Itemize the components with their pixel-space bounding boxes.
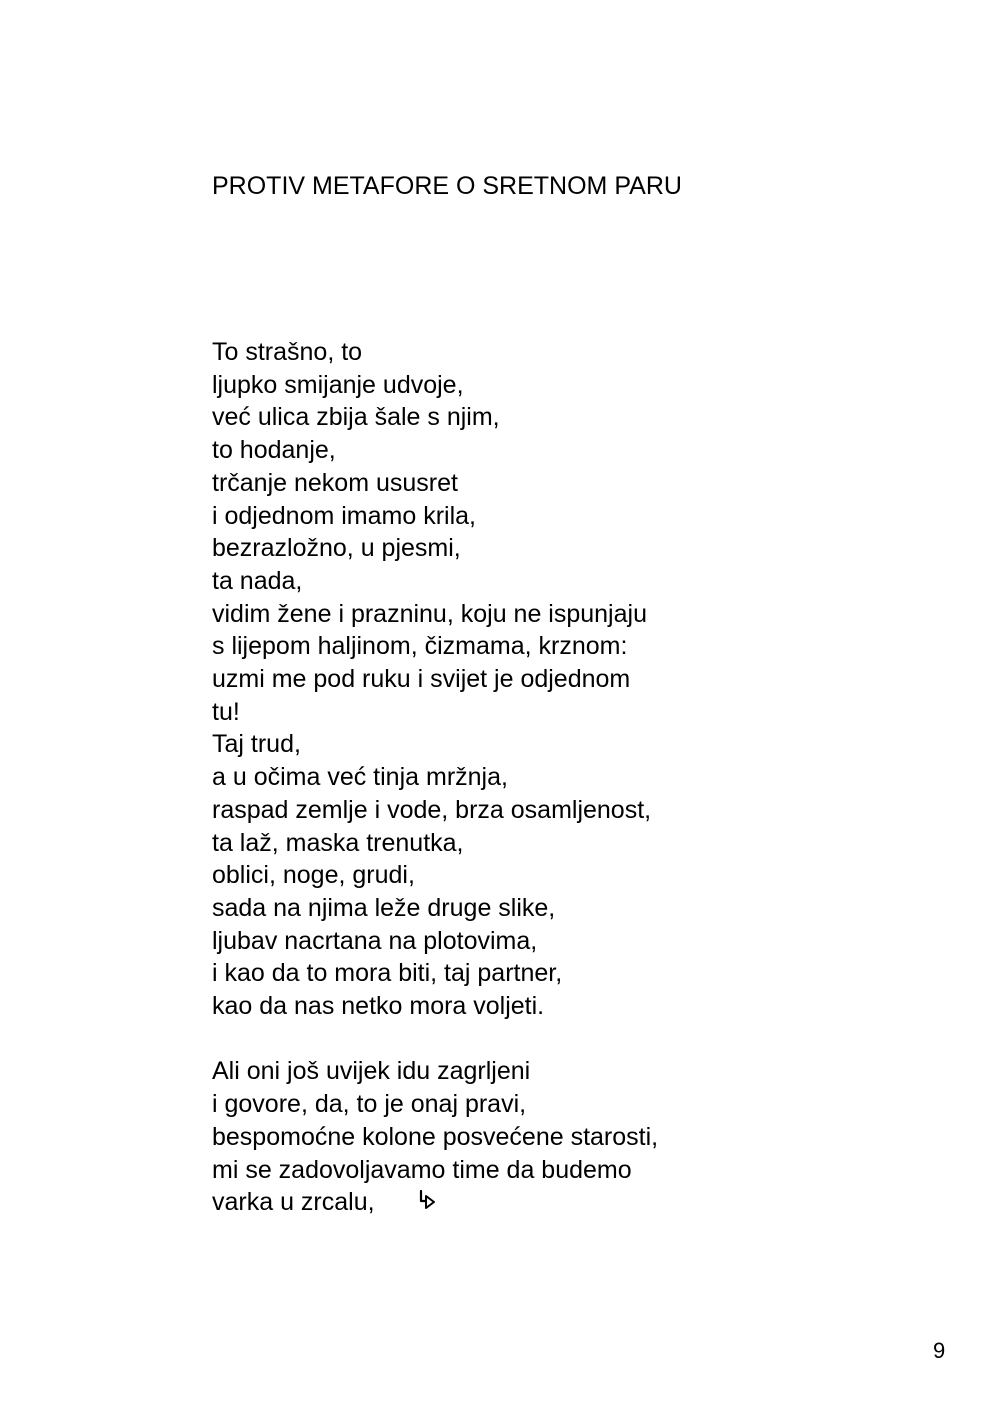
poem-line: već ulica zbija šale s njim, xyxy=(212,403,500,432)
poem-body xyxy=(212,336,658,1220)
poem-line: i govore, da, to je onaj pravi, xyxy=(212,1090,527,1119)
poem-line: uzmi me pod ruku i svijet je odjednom xyxy=(212,665,631,694)
poem-line: To strašno, to xyxy=(212,338,363,366)
poem-line: raspad zemlje i vode, brza osamljenost, xyxy=(212,795,652,824)
poem-line: ta laž, maska trenutka, xyxy=(212,828,464,857)
poem-line: kao da nas netko mora voljeti. xyxy=(212,992,545,1021)
poem-line: Taj trud, xyxy=(212,730,301,759)
poem-line-text: varka u zrcalu, xyxy=(212,1188,375,1217)
stanza-1 xyxy=(212,336,658,1023)
poem-line-last xyxy=(212,1186,658,1220)
poem-line: vidim žene i prazninu, koju ne ispunjaju xyxy=(212,599,647,628)
poem-line: i odjednom imamo krila, xyxy=(212,501,476,530)
poem-line: to hodanje, xyxy=(212,436,336,465)
poem-line: mi se zadovoljavamo time da budemo xyxy=(212,1155,632,1184)
stanza-2 xyxy=(212,1055,658,1220)
poem-line: bespomoćne kolone posvećene starosti, xyxy=(212,1122,659,1151)
poem-line: Ali oni još uvijek idu zagrljeni xyxy=(212,1057,531,1086)
poem-line: ta nada, xyxy=(212,566,303,595)
poem-title: PROTIV METAFORE O SRETNOM PARU xyxy=(212,172,682,200)
poem-line: sada na njima leže druge slike, xyxy=(212,893,556,922)
poem-line: ljubav nacrtana na plotovima, xyxy=(212,926,538,955)
poem-line: ljupko smijanje udvoje, xyxy=(212,370,464,399)
poem-line: bezrazložno, u pjesmi, xyxy=(212,534,461,563)
poem-line: trčanje nekom ususret xyxy=(212,468,458,497)
poem-line: s lijepom haljinom, čizmama, krznom: xyxy=(212,632,628,661)
poem-line: i kao da to mora biti, taj partner, xyxy=(212,959,563,988)
poem-line: oblici, noge, grudi, xyxy=(212,861,415,890)
poem-line: a u očima već tinja mržnja, xyxy=(212,763,508,792)
poem-line: tu! xyxy=(212,697,240,726)
page-number: 9 xyxy=(933,1338,946,1363)
page-turn-arrow-icon xyxy=(415,1187,441,1220)
